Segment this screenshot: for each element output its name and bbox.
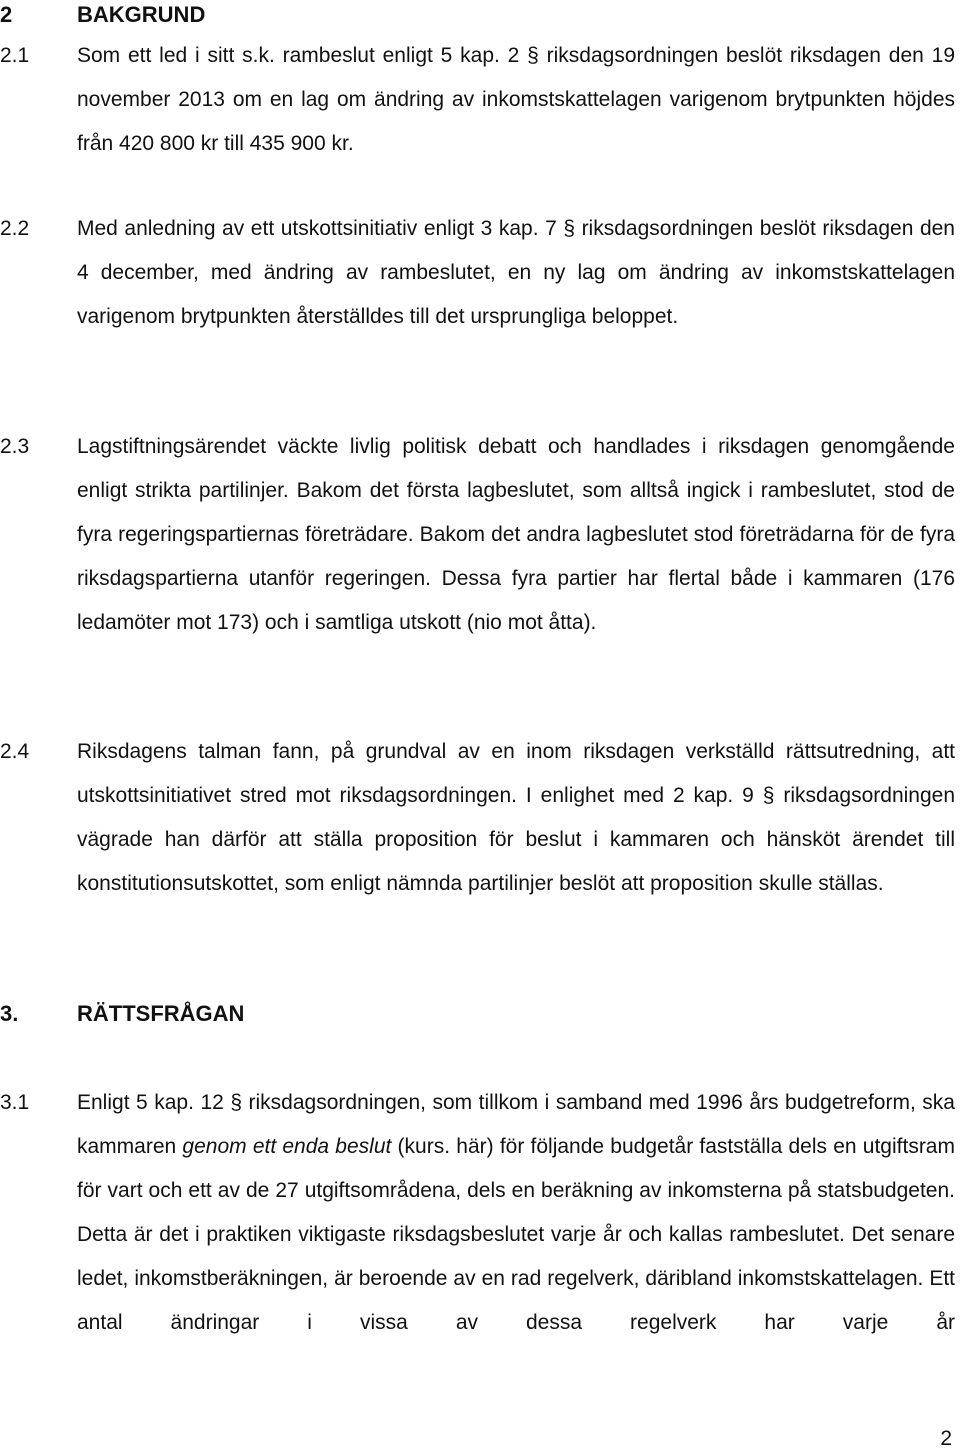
paragraph-text: Lagstiftningsärendet väckte livlig politisk debatt och handlades i riksdagen genomgående enligt strikta partilinjer. Bakom det första lagbeslutet, som alltså ingick i rambeslutet, stod de fyra regeringspartiernas företrädare. Bakom det andra lagbeslutet stod företrädarna för de fyra riksdagspartierna utanför regeringen. Dessa fyra partier har flertal både i kammaren (176 ledamöter mot 173) och i samtliga utskott (nio mot åtta). — [77, 435, 955, 634]
section-heading-bakgrund — [0, 0, 960, 30]
italic-emphasis: genom ett enda beslut — [182, 1135, 392, 1158]
paragraph-text — [77, 1081, 955, 1345]
paragraph-3-1 — [0, 1081, 960, 1345]
section-number: 2 — [0, 2, 13, 27]
paragraph-number: 2.3 — [0, 435, 30, 458]
paragraph-text: Som ett led i sitt s.k. rambeslut enligt 5 kap. 2 § riksdagsordningen beslöt riksdagen den 19 november 2013 om en lag om ändring av inkomstskattelagen varigenom brytpunkten höjdes från 420 800 kr till 435 900 kr. — [77, 44, 955, 155]
paragraph-2-2 — [0, 207, 960, 339]
paragraph-number: 2.2 — [0, 217, 30, 240]
paragraph-2-4 — [0, 730, 960, 906]
paragraph-text: Med anledning av ett utskottsinitiativ enligt 3 kap. 7 § riksdagsordningen beslöt riksdagen den 4 december, med ändring av rambeslutet, en ny lag om ändring av inkomstskattelagen varigenom brytpunkten återställdes till det ursprungliga beloppet. — [77, 217, 955, 328]
section-number: 3. — [0, 1001, 19, 1026]
paragraph-number: 2.1 — [0, 44, 30, 67]
section-title: BAKGRUND — [77, 2, 206, 27]
paragraph-2-1 — [0, 34, 960, 166]
paragraph-text: Riksdagens talman fann, på grundval av en inom riksdagen verkställd rättsutredning, att utskottsinitiativet stred mot riksdagsordningen. I enlighet med 2 kap. 9 § riksdagsordningen vägrade han därför att ställa proposition för beslut i kammaren och hänsköt ärendet till konstitutionsutskottet, som enligt nämnda partilinjer beslöt att proposition skulle ställas. — [77, 740, 955, 895]
section-title: RÄTTSFRÅGAN — [77, 1001, 245, 1026]
page-number: 2 — [940, 1427, 952, 1450]
section-heading-rattsfragan — [0, 999, 960, 1029]
paragraph-number: 3.1 — [0, 1091, 30, 1114]
paragraph-2-3 — [0, 425, 960, 645]
text-segment: (kurs. här) för följande budgetår fastställa dels en utgiftsram för vart och ett av de 27 utgiftsområdena, dels en beräkning av inkomsterna på statsbudgeten. Detta är det i praktiken viktigaste riksdagsbeslutet varje år och kallas rambeslutet. Det senare ledet, inkomstberäkningen, är beroende av en rad regelverk, däribland inkomstskattelagen. Ett antal ändringar i vissa av dessa regelverk har varje år — [77, 1135, 955, 1334]
text-segment: Enligt 5 kap. 12 § riksdagsordningen, som tillkom i samband med 1996 års budgetreform, ska kammaren — [77, 1091, 955, 1158]
paragraph-number: 2.4 — [0, 740, 30, 763]
